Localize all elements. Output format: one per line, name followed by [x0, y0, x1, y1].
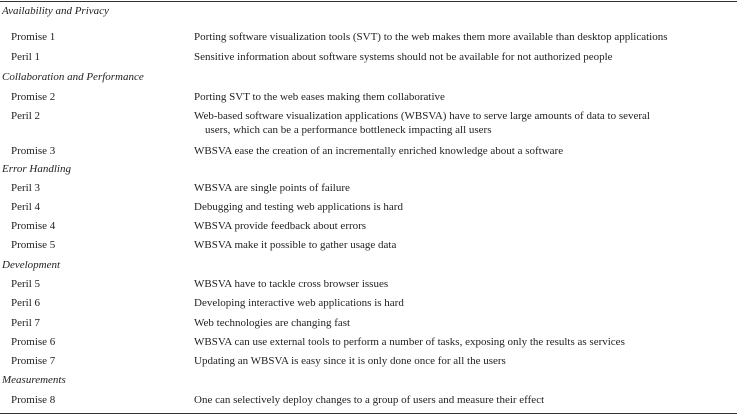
row-text: Web technologies are changing fast — [194, 317, 351, 329]
row-label: Promise 6 — [11, 336, 56, 348]
row-text: WBSVA make it possible to gather usage data — [194, 239, 397, 251]
row-text: Debugging and testing web applications is hard — [194, 201, 403, 213]
row-text: Sensitive information about software systems should not be available for not authorized people — [194, 51, 613, 63]
row-text: Web-based software visualization applications (WBSVA) have to serve large amounts of data to several — [194, 110, 650, 122]
row-label: Peril 1 — [11, 51, 41, 63]
table-bottom-rule — [0, 413, 737, 414]
row-label: Promise 2 — [11, 91, 56, 103]
section-heading: Error Handling — [2, 163, 71, 175]
row-text: WBSVA can use external tools to perform a number of tasks, exposing only the results as services — [194, 336, 625, 348]
row-label: Promise 4 — [11, 220, 56, 232]
row-label: Promise 1 — [11, 31, 56, 43]
row-label: Peril 6 — [11, 297, 41, 309]
row-text: WBSVA provide feedback about errors — [194, 220, 367, 232]
row-label: Peril 5 — [11, 278, 41, 290]
section-heading: Development — [2, 259, 61, 271]
row-text: WBSVA are single points of failure — [194, 182, 350, 194]
table-top-rule — [0, 1, 737, 2]
row-text: WBSVA ease the creation of an incrementally enriched knowledge about a software — [194, 145, 564, 157]
section-heading: Collaboration and Performance — [2, 71, 144, 83]
row-label: Peril 2 — [11, 110, 41, 122]
row-label: Peril 7 — [11, 317, 41, 329]
row-label: Promise 3 — [11, 145, 56, 157]
row-text: Developing interactive web applications is hard — [194, 297, 404, 309]
row-label: Peril 3 — [11, 182, 41, 194]
row-text: Updating an WBSVA is easy since it is only done once for all the users — [194, 355, 506, 367]
row-text-continuation: users, which can be a performance bottleneck impacting all users — [205, 124, 492, 136]
row-label: Promise 7 — [11, 355, 56, 367]
section-heading: Availability and Privacy — [2, 5, 109, 17]
row-label: Promise 5 — [11, 239, 56, 251]
row-text: One can selectively deploy changes to a group of users and measure their effect — [194, 394, 545, 406]
row-label: Promise 8 — [11, 394, 56, 406]
row-label: Peril 4 — [11, 201, 41, 213]
row-text: Porting software visualization tools (SVT) to the web makes them more available than desktop applications — [194, 31, 668, 43]
row-text: Porting SVT to the web eases making them collaborative — [194, 91, 445, 103]
row-text: WBSVA have to tackle cross browser issues — [194, 278, 389, 290]
section-heading: Measurements — [2, 374, 66, 386]
